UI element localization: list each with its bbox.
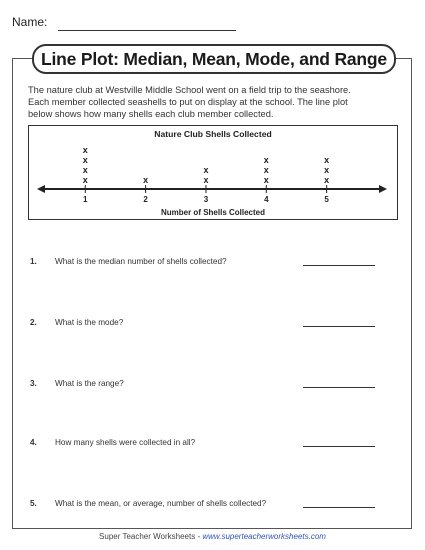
plot-x-mark: x (263, 175, 269, 185)
plot-x-mark: x (263, 165, 269, 175)
plot-x-mark: x (203, 175, 209, 185)
name-answer-line[interactable] (58, 30, 236, 31)
plot-x-mark: x (324, 165, 330, 175)
frame-top-left (12, 58, 32, 59)
chart-title: Nature Club Shells Collected (154, 129, 272, 139)
intro-line: Each member collected seashells to put on display at the school. The line plot (28, 97, 348, 107)
x-axis-label: Number of Shells Collected (160, 208, 266, 217)
line-plot (28, 125, 398, 220)
answer-line-1[interactable] (303, 265, 375, 266)
name-label: Name: (12, 15, 48, 29)
plot-x-mark: x (143, 175, 149, 185)
question-text: What is the mean, or average, number of shells collected? (55, 499, 267, 508)
tick-label: 1 (83, 195, 88, 204)
frame-bottom (12, 528, 412, 529)
plot-x-mark: x (324, 175, 330, 185)
tick-label: 5 (324, 195, 329, 204)
plot-x-mark: x (203, 165, 209, 175)
footer-url[interactable]: www.superteacherworksheets.com (202, 532, 326, 541)
intro-paragraph (28, 84, 400, 120)
plot-x-mark: x (82, 155, 88, 165)
tick-label: 2 (143, 195, 148, 204)
question-number: 3. (30, 379, 37, 388)
footer (0, 532, 425, 541)
plot-x-mark: x (82, 145, 88, 155)
tick-label: 4 (264, 195, 269, 204)
question-number: 4. (30, 438, 37, 447)
footer-brand: Super Teacher Worksheets - (99, 532, 203, 541)
answer-line-3[interactable] (303, 387, 375, 388)
plot-x-mark: x (263, 155, 269, 165)
worksheet-title: Line Plot: Median, Mean, Mode, and Range (32, 44, 396, 74)
answer-line-4[interactable] (303, 446, 375, 447)
question-number: 1. (30, 257, 37, 266)
frame-right (411, 58, 412, 528)
plot-x-mark: x (82, 175, 88, 185)
question-number: 5. (30, 499, 37, 508)
tick-label: 3 (203, 195, 209, 204)
question-text: What is the range? (55, 379, 124, 388)
plot-x-mark: x (324, 155, 330, 165)
plot-x-mark: x (82, 165, 88, 175)
question-text: What is the mode? (55, 318, 124, 327)
intro-line: below shows how many shells each club member collected. (28, 109, 274, 119)
question-text: How many shells were collected in all? (55, 438, 196, 447)
frame-left (12, 58, 13, 528)
question-text: What is the median number of shells collected? (55, 257, 227, 266)
line-plot-svg (29, 126, 397, 219)
left-arrow-icon (37, 185, 45, 193)
frame-top-right (394, 58, 412, 59)
answer-line-2[interactable] (303, 326, 375, 327)
right-arrow-icon (379, 185, 387, 193)
question-number: 2. (30, 318, 37, 327)
answer-line-5[interactable] (303, 507, 375, 508)
intro-line: The nature club at Westville Middle School went on a field trip to the seashore. (28, 85, 351, 95)
